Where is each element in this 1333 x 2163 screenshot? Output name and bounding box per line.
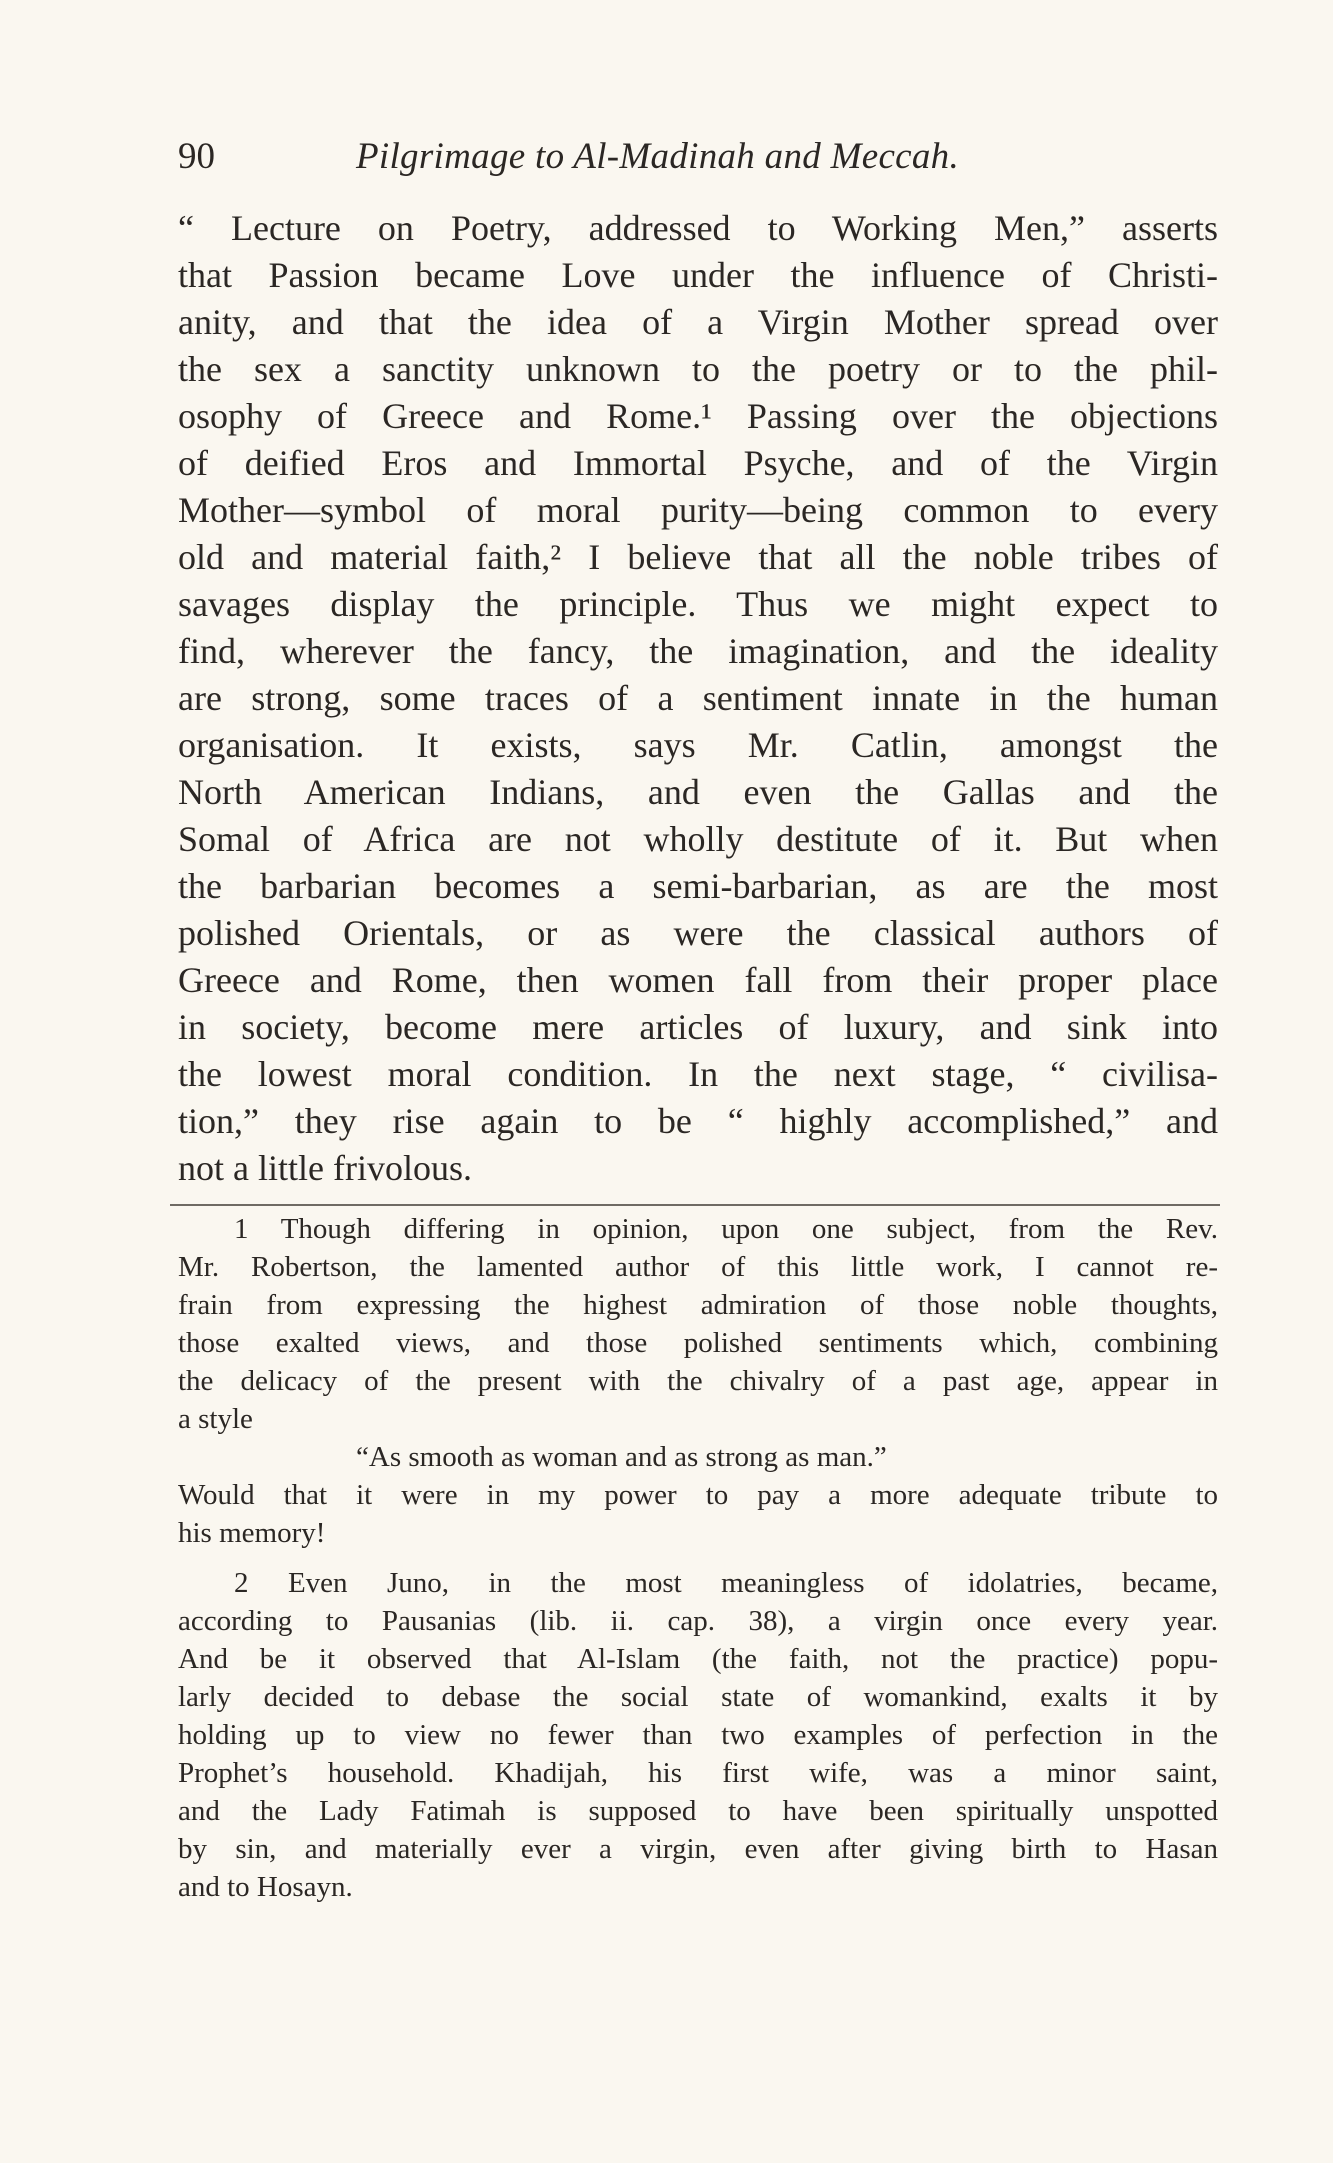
footnote-line: 1 Though differing in opinion, upon one subject, from the Rev. — [234, 1213, 1218, 1245]
footnote-divider — [170, 1204, 1220, 1206]
body-line: that Passion became Love under the influence of Christi- — [178, 255, 1218, 295]
body-line: savages display the principle. Thus we might expect to — [178, 584, 1218, 624]
footnote-line: 2 Even Juno, in the most meaningless of idolatries, became, — [234, 1567, 1218, 1599]
footnote-line: his memory! — [178, 1517, 326, 1549]
body-line: polished Orientals, or as were the classical authors of — [178, 913, 1218, 953]
body-line: anity, and that the idea of a Virgin Mother spread over — [178, 302, 1218, 342]
body-line: not a little frivolous. — [178, 1148, 472, 1188]
footnote-line: according to Pausanias (lib. ii. cap. 38), a virgin once every year. — [178, 1605, 1218, 1637]
page-number: 90 — [178, 136, 215, 177]
footnote-line: frain from expressing the highest admiration of those noble thoughts, — [178, 1289, 1218, 1321]
footnote-line: Prophet’s household. Khadijah, his first wife, was a minor saint, — [178, 1757, 1218, 1789]
body-line: the barbarian becomes a semi-barbarian, as are the most — [178, 866, 1218, 906]
footnote-line: larly decided to debase the social state of womankind, exalts it by — [178, 1681, 1218, 1713]
body-paragraph — [178, 205, 1218, 1192]
footnote-quotation: “As smooth as woman and as strong as man.” — [356, 1441, 887, 1473]
body-line: are strong, some traces of a sentiment innate in the human — [178, 678, 1218, 718]
footnote-spacer — [178, 1552, 1218, 1564]
body-line: in society, become mere articles of luxury, and sink into — [178, 1007, 1218, 1047]
running-title: Pilgrimage to Al-Madinah and Meccah. — [356, 136, 960, 177]
footnote-line: and to Hosayn. — [178, 1871, 353, 1903]
running-head — [178, 132, 1218, 182]
footnote-line: by sin, and materially ever a virgin, even after giving birth to Hasan — [178, 1833, 1218, 1865]
body-line: organisation. It exists, says Mr. Catlin, amongst the — [178, 725, 1218, 765]
body-line: the lowest moral condition. In the next stage, “ civilisa- — [178, 1054, 1218, 1094]
body-line: North American Indians, and even the Gallas and the — [178, 772, 1218, 812]
footnote-line: Mr. Robertson, the lamented author of this little work, I cannot re- — [178, 1251, 1218, 1283]
footnote-1 — [178, 1210, 1218, 1552]
body-line: Mother—symbol of moral purity—being common to every — [178, 490, 1218, 530]
footnote-line: and the Lady Fatimah is supposed to have been spiritually unspotted — [178, 1795, 1218, 1827]
body-line: old and material faith,² I believe that all the noble tribes of — [178, 537, 1218, 577]
body-line: tion,” they rise again to be “ highly accomplished,” and — [178, 1101, 1218, 1141]
footnote-line: those exalted views, and those polished sentiments which, combining — [178, 1327, 1218, 1359]
body-line: “ Lecture on Poetry, addressed to Working Men,” asserts — [178, 208, 1218, 248]
body-line: of deified Eros and Immortal Psyche, and of the Virgin — [178, 443, 1218, 483]
footnotes — [178, 1210, 1218, 1906]
body-line: Somal of Africa are not wholly destitute of it. But when — [178, 819, 1218, 859]
body-line: find, wherever the fancy, the imagination, and the ideality — [178, 631, 1218, 671]
footnote-line: the delicacy of the present with the chivalry of a past age, appear in — [178, 1365, 1218, 1397]
body-line: Greece and Rome, then women fall from their proper place — [178, 960, 1218, 1000]
body-line: the sex a sanctity unknown to the poetry or to the phil- — [178, 349, 1218, 389]
footnote-line: holding up to view no fewer than two examples of perfection in the — [178, 1719, 1218, 1751]
body-line: osophy of Greece and Rome.¹ Passing over the objections — [178, 396, 1218, 436]
footnote-line: a style — [178, 1403, 253, 1435]
footnote-line: And be it observed that Al-Islam (the faith, not the practice) popu- — [178, 1643, 1218, 1675]
footnote-line: Would that it were in my power to pay a more adequate tribute to — [178, 1479, 1218, 1511]
footnote-2 — [178, 1564, 1218, 1906]
